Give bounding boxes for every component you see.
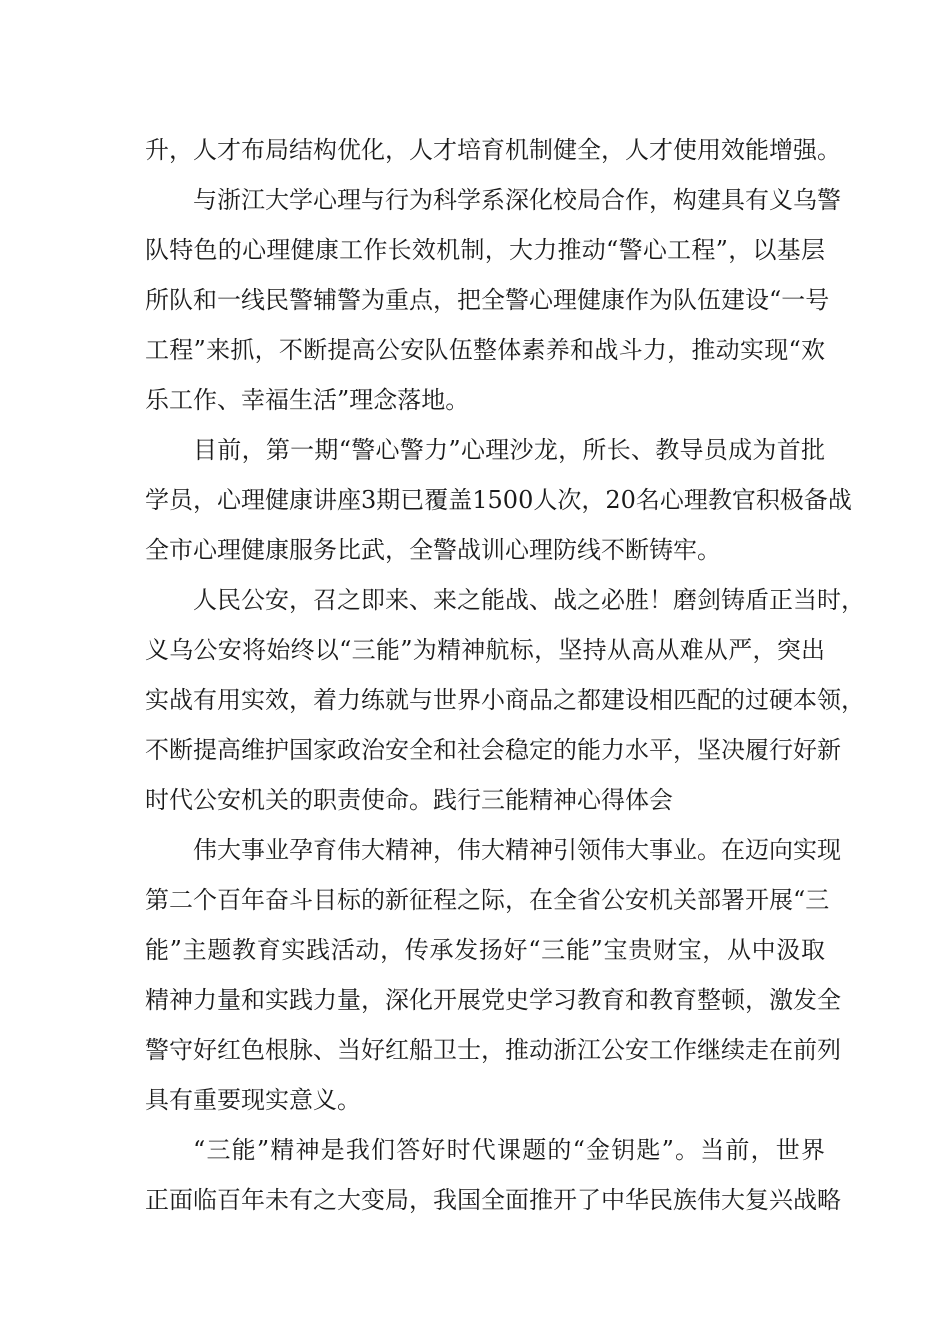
text-line: 具有重要现实意义。	[145, 1086, 361, 1114]
text-line: 工程”来抓，不断提高公安队伍整体素养和战斗力，推动实现“欢	[145, 336, 825, 364]
text-line: 不断提高维护国家政治安全和社会稳定的能力水平，坚决履行好新	[145, 736, 841, 764]
text-line: 能”主题教育实践活动，传承发扬好“三能”宝贵财宝，从中汲取	[145, 936, 825, 964]
text-line: 与浙江大学心理与行为科学系深化校局合作，构建具有义乌警	[193, 186, 841, 214]
text-line: 人民公安，召之即来、来之能战、战之必胜！磨剑铸盾正当时，	[193, 586, 865, 614]
text-line: 队特色的心理健康工作长效机制，大力推动“警心工程”，以基层	[145, 236, 825, 264]
text-line: 学员，心理健康讲座3期已覆盖1500人次，20名心理教官积极备战	[145, 486, 852, 514]
text-line: 警守好红色根脉、当好红船卫士，推动浙江公安工作继续走在前列	[145, 1036, 841, 1064]
text-line: 义乌公安将始终以“三能”为精神航标，坚持从高从难从严，突出	[145, 636, 825, 664]
text-line: 全市心理健康服务比武，全警战训心理防线不断铸牢。	[145, 536, 721, 564]
text-line: 升，人才布局结构优化，人才培育机制健全，人才使用效能增强。	[145, 136, 841, 164]
text-line: 正面临百年未有之大变局，我国全面推开了中华民族伟大复兴战略	[145, 1186, 841, 1214]
text-line: “三能”精神是我们答好时代课题的“金钥匙”。当前，世界	[193, 1136, 825, 1164]
text-line: 精神力量和实践力量，深化开展党史学习教育和教育整顿，激发全	[145, 986, 841, 1014]
text-line: 第二个百年奋斗目标的新征程之际，在全省公安机关部署开展“三	[145, 886, 830, 914]
text-line: 时代公安机关的职责使命。践行三能精神心得体会	[145, 786, 673, 814]
text-line: 实战有用实效，着力练就与世界小商品之都建设相匹配的过硬本领，	[145, 686, 865, 714]
text-line: 目前，第一期“警心警力”心理沙龙，所长、教导员成为首批	[193, 436, 825, 464]
text-line: 乐工作、幸福生活”理念落地。	[145, 386, 470, 414]
text-line: 所队和一线民警辅警为重点，把全警心理健康作为队伍建设“一号	[145, 286, 830, 314]
text-line: 伟大事业孕育伟大精神，伟大精神引领伟大事业。在迈向实现	[193, 836, 841, 864]
